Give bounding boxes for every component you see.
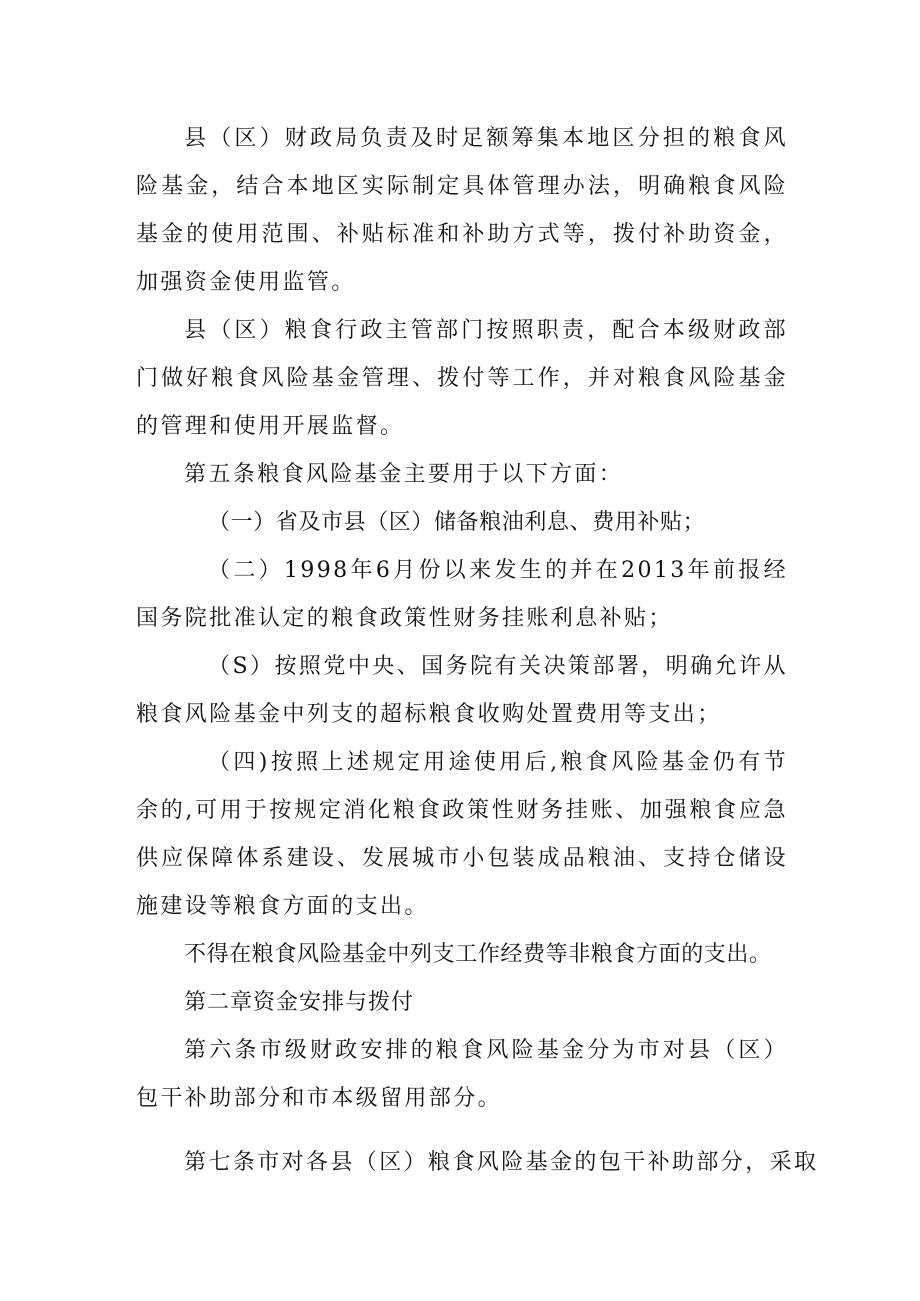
paragraph-county-finance-bureau: 县（区）财政局负责及时足额筹集本地区分担的粮食风险基金，结合本地区实际制定具体管理办法，明确粮食风险基金的使用范围、补贴标准和补助方式等，拨付补助资金，加强资金使用监管。 bbox=[136, 126, 788, 295]
list-item-4: （四)按照上述规定用途使用后,粮食风险基金仍有节余的,可用于按规定消化粮食政策性财务挂账、加强粮食应急供应保障体系建设、发展城市小包装成品粮油、支持仓储设施建设等粮食方面的支出。 bbox=[136, 750, 788, 919]
prohibition-paragraph: 不得在粮食风险基金中列支工作经费等非粮食方面的支出。 bbox=[184, 942, 772, 967]
paragraph-grain-admin-department: 县（区）粮食行政主管部门按照职责，配合本级财政部门做好粮食风险基金管理、拨付等工作，并对粮食风险基金的管理和使用开展监督。 bbox=[136, 318, 788, 439]
chapter-2-heading: 第二章资金安排与拨付 bbox=[184, 990, 415, 1015]
list-item-2: （二）1998年6月份以来发生的并在2013年前报经国务院批准认定的粮食政策性财务挂账利息补贴； bbox=[136, 558, 788, 631]
article-7-paragraph: 第七条市对各县（区）粮食风险基金的包干补助部分，采取 bbox=[184, 1150, 819, 1175]
list-item-3: （S）按照党中央、国务院有关决策部署，明确允许从粮食风险基金中列支的超标粮食收购处置费用等支出； bbox=[136, 654, 788, 727]
list-item-1: （一）省及市县（区）储备粮油利息、费用补贴； bbox=[208, 510, 706, 535]
article-6-paragraph: 第六条市级财政安排的粮食风险基金分为市对县（区）包干补助部分和市本级留用部分。 bbox=[136, 1038, 788, 1111]
article-5-heading: 第五条粮食风险基金主要用于以下方面： bbox=[184, 462, 624, 487]
